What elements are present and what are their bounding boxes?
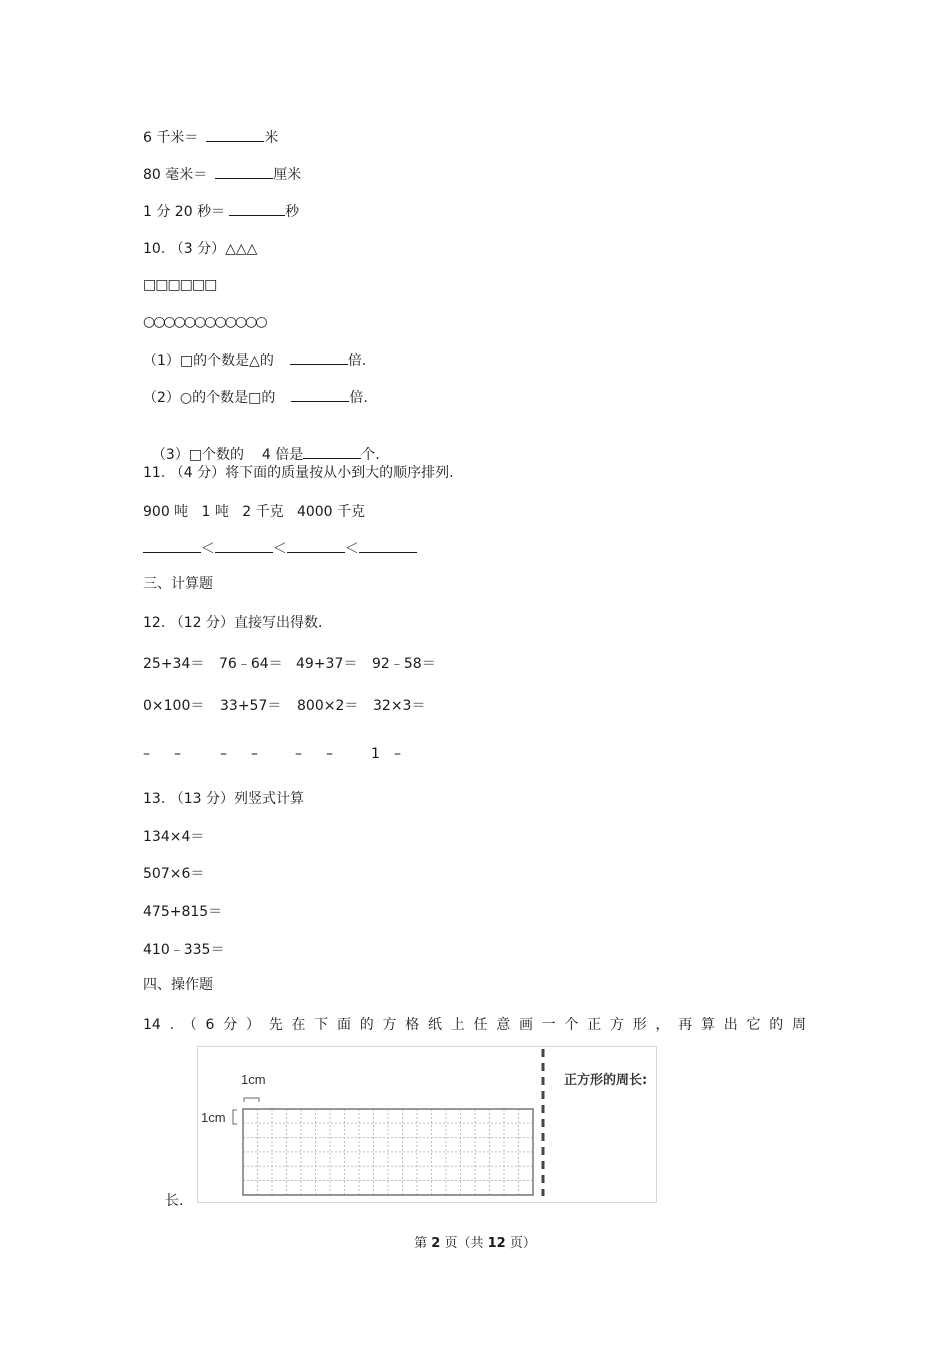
answer-blank[interactable] bbox=[215, 538, 273, 553]
q12-heading: 12. （12 分）直接写出得数. bbox=[143, 615, 323, 631]
q10-circles: ○○○○○○○○○○○○ bbox=[143, 314, 266, 330]
q14-heading-char: 方 bbox=[382, 1017, 397, 1033]
q10-sub-3: （3）□个数的 4 倍是 个. bbox=[143, 424, 380, 465]
q10-squares: □□□□□□ bbox=[143, 277, 217, 293]
q12-row-1 bbox=[143, 654, 436, 674]
answer-blank[interactable] bbox=[229, 201, 285, 216]
q14-heading-char: 面 bbox=[336, 1017, 351, 1033]
q14-heading-char: 纸 bbox=[427, 1017, 442, 1033]
q14-heading-char: 形 bbox=[632, 1017, 647, 1033]
q14-heading-char: （ bbox=[182, 1017, 197, 1033]
q14-heading-char: 算 bbox=[700, 1017, 715, 1033]
answer-blank[interactable] bbox=[303, 444, 361, 459]
calc-residue: – bbox=[174, 746, 181, 762]
calc-item: 92﹣58＝ bbox=[372, 656, 436, 672]
answer-blank[interactable] bbox=[290, 350, 348, 365]
answer-blank[interactable] bbox=[291, 387, 349, 402]
q9-item-2: 80 毫米＝ 厘米 bbox=[143, 164, 301, 185]
calc-residue: – bbox=[143, 746, 150, 762]
section-heading-3: 三、计算题 bbox=[143, 576, 213, 592]
calc-item: 0×100＝ bbox=[143, 698, 205, 714]
less-than-sign: ＜ bbox=[201, 541, 215, 557]
q14-heading-char: ） bbox=[245, 1017, 260, 1033]
section-heading-4: 四、操作题 bbox=[143, 977, 213, 993]
calc-residue: 1 bbox=[371, 746, 380, 762]
current-page-number: 2 bbox=[431, 1236, 441, 1251]
q12-row-2 bbox=[143, 696, 425, 716]
q14-heading-char: 的 bbox=[359, 1017, 374, 1033]
q9-item-3: 1 分 20 秒＝ 秒 bbox=[143, 201, 299, 222]
less-than-sign: ＜ bbox=[273, 541, 287, 557]
q13-item: 507×6＝ bbox=[143, 866, 205, 882]
q14-heading-char: 下 bbox=[314, 1017, 329, 1033]
q13-heading: 13. （13 分）列竖式计算 bbox=[143, 791, 304, 807]
q14-heading-char: 在 bbox=[291, 1017, 306, 1033]
q12-row-3 bbox=[143, 744, 401, 764]
q14-heading-char: 6 bbox=[205, 1017, 215, 1033]
q14-heading-char: 出 bbox=[723, 1017, 738, 1033]
q13-item: 410﹣335＝ bbox=[143, 942, 225, 958]
q14-heading-char: 上 bbox=[450, 1017, 465, 1033]
q14-heading-char: . bbox=[169, 1017, 175, 1033]
calc-residue: – bbox=[394, 746, 401, 762]
q14-heading-char: 格 bbox=[405, 1017, 420, 1033]
q14-heading-char: 14 bbox=[143, 1017, 161, 1033]
q14-heading-char: 方 bbox=[609, 1017, 624, 1033]
q14-heading-char: 周 bbox=[791, 1017, 806, 1033]
q14-heading-char: 正 bbox=[587, 1017, 602, 1033]
calc-item: 76﹣64＝ bbox=[219, 656, 283, 672]
answer-blank[interactable] bbox=[359, 538, 417, 553]
q10-sub-1: （1）□的个数是△的 倍. bbox=[143, 350, 366, 371]
calc-item: 33+57＝ bbox=[220, 698, 282, 714]
answer-blank[interactable] bbox=[287, 538, 345, 553]
calc-residue: – bbox=[220, 746, 227, 762]
calc-item: 32×3＝ bbox=[373, 698, 426, 714]
q14-heading-char: 一 bbox=[541, 1017, 556, 1033]
q11-heading: 11. （4 分）将下面的质量按从小到大的顺序排列. bbox=[143, 465, 454, 481]
q14-heading-char: 任 bbox=[473, 1017, 488, 1033]
perimeter-label: 正方形的周长: bbox=[564, 1073, 648, 1088]
answer-blank[interactable] bbox=[143, 538, 201, 553]
q14-tail: 长. bbox=[165, 1193, 184, 1209]
q14-heading-char: 再 bbox=[678, 1017, 693, 1033]
less-than-sign: ＜ bbox=[345, 541, 359, 557]
q13-item: 134×4＝ bbox=[143, 829, 205, 845]
answer-blank[interactable] bbox=[215, 164, 273, 179]
grid-paper-figure bbox=[197, 1046, 657, 1203]
q14-heading-char: 个 bbox=[564, 1017, 579, 1033]
calc-item: 25+34＝ bbox=[143, 656, 205, 672]
q14-heading-char: 画 bbox=[518, 1017, 533, 1033]
q10-heading: 10. （3 分）△△△ bbox=[143, 241, 258, 257]
calc-item: 800×2＝ bbox=[297, 698, 359, 714]
q14-heading-char: 分 bbox=[223, 1017, 238, 1033]
q13-item: 475+815＝ bbox=[143, 904, 223, 920]
q14-heading bbox=[143, 1015, 806, 1035]
answer-blank[interactable] bbox=[206, 127, 264, 142]
calc-item: 49+37＝ bbox=[296, 656, 358, 672]
calc-residue: – bbox=[326, 746, 333, 762]
total-page-count: 12 bbox=[487, 1236, 506, 1251]
q9-item-1: 6 千米＝ 米 bbox=[143, 127, 278, 148]
q11-ordering bbox=[143, 538, 417, 559]
q14-heading-char: 它 bbox=[746, 1017, 761, 1033]
q10-sub-2: （2）○的个数是□的 倍. bbox=[143, 387, 368, 408]
q14-heading-char: 意 bbox=[496, 1017, 511, 1033]
q11-items: 900 吨 1 吨 2 千克 4000 千克 bbox=[143, 504, 366, 520]
q14-heading-char: ， bbox=[655, 1017, 670, 1033]
calc-residue: – bbox=[295, 746, 302, 762]
calc-residue: – bbox=[251, 746, 258, 762]
q14-heading-char: 的 bbox=[769, 1017, 784, 1033]
page-footer: 第 2 页（共 12 页） bbox=[414, 1236, 536, 1251]
unit-label-left: 1cm bbox=[201, 1110, 226, 1125]
unit-label-top: 1cm bbox=[241, 1072, 266, 1087]
q14-heading-char: 先 bbox=[268, 1017, 283, 1033]
